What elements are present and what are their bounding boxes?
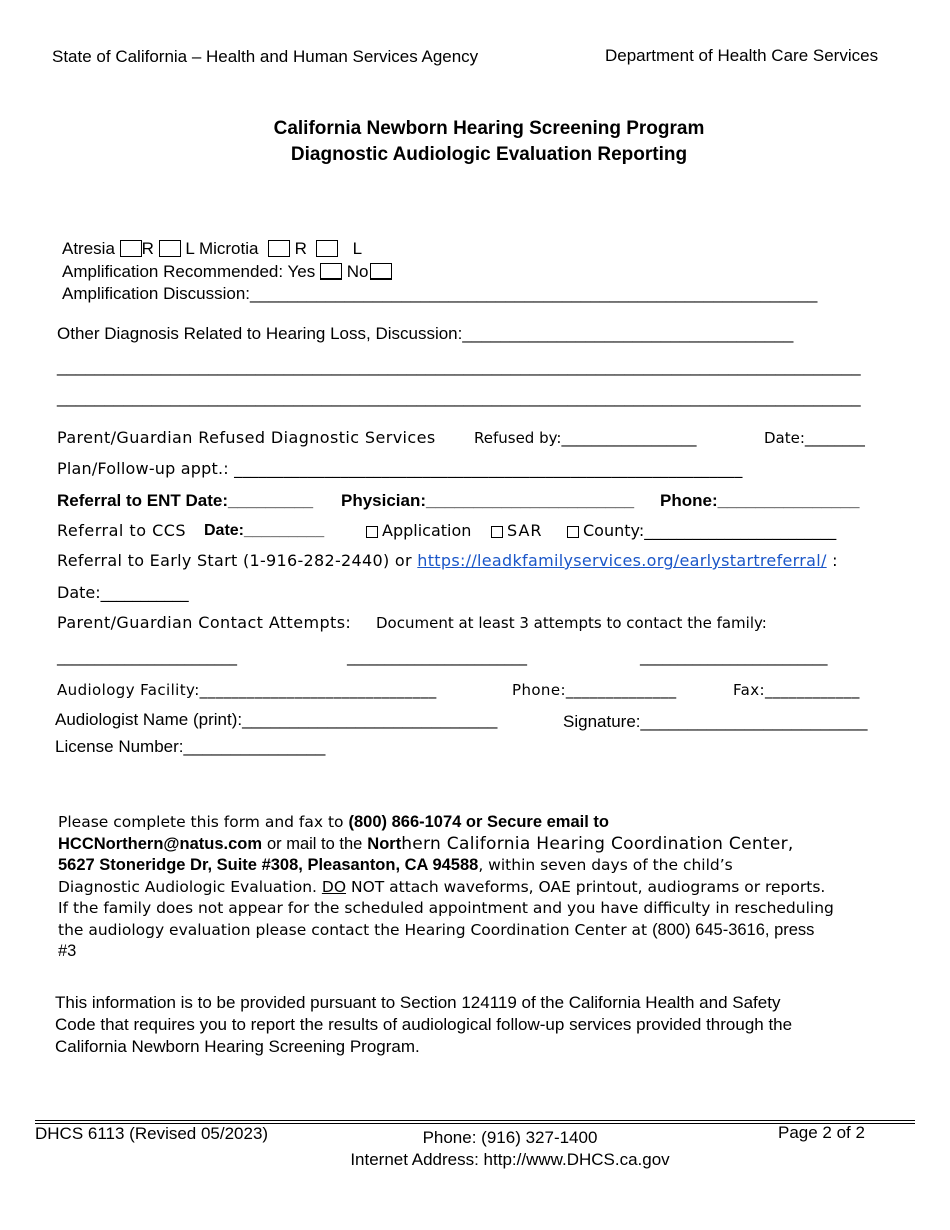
amplification-no-label: No	[346, 262, 369, 281]
ccs-application-label: Application	[382, 521, 472, 540]
audiology-facility-field[interactable]: Audiology Facility:______________________________	[57, 681, 437, 699]
legal-notice-line-1: This information is to be provided pursuant to Section 124119 of the California Health and Safety	[55, 993, 781, 1012]
amplification-recommended-label: Amplification Recommended: Yes	[62, 262, 316, 281]
instructions-text-5: Diagnostic Audiologic Evaluation.	[58, 877, 317, 896]
ent-physician-field[interactable]: Physician:______________________	[341, 491, 635, 510]
contact-attempts-note: Document at least 3 attempts to contact the family:	[376, 614, 767, 632]
legal-notice-line-2: Code that requires you to report the results of audiological follow-up services provided through the	[55, 1015, 793, 1034]
microtia-l-checkbox[interactable]	[316, 240, 338, 257]
atresia-l-checkbox[interactable]	[159, 240, 181, 257]
refused-date-field[interactable]: Date:________	[764, 429, 865, 447]
legal-notice	[55, 992, 925, 1058]
other-diagnosis-label: Other Diagnosis Related to Hearing Loss, Discussion:	[57, 324, 463, 343]
instructions-text-7: If the family does not appear for the scheduled appointment and you have difficulty in rescheduling	[58, 899, 834, 917]
refused-by-field[interactable]: Refused by:__________________	[474, 429, 697, 447]
plan-followup-field[interactable]: Plan/Follow-up appt.: ______________________________________________________________	[57, 459, 743, 478]
footer-internet-address: Internet Address: http://www.DHCS.ca.gov	[350, 1150, 670, 1169]
ccs-application-option[interactable]	[366, 521, 471, 540]
early-start-label: Referral to Early Start (1-916-282-2440) or	[57, 551, 412, 570]
contact-attempt-3-field[interactable]: _________________________	[640, 648, 828, 666]
form-id: DHCS 6113 (Revised 05/2023)	[35, 1124, 269, 1143]
microtia-r-checkbox[interactable]	[268, 240, 290, 257]
instructions-text-2: or mail to the	[266, 834, 363, 853]
amplification-no-checkbox[interactable]	[370, 263, 392, 280]
instructions-text-3: hern California Hearing Coordination Center,	[401, 833, 794, 854]
amplification-discussion-row	[62, 284, 817, 304]
ent-date-field[interactable]: Referral to ENT Date:_________	[57, 491, 314, 510]
instructions-fax: (800) 866-1074 or Secure email to	[348, 813, 609, 831]
early-start-row	[57, 551, 838, 570]
atresia-row	[62, 239, 362, 259]
ccs-label: Referral to CCS	[57, 521, 187, 540]
instructions-paragraph	[58, 812, 898, 963]
amplification-yes-checkbox[interactable]	[320, 263, 342, 280]
other-diagnosis-line-2[interactable]: _____________________________________________________________________________________	[57, 357, 861, 376]
other-diagnosis-line-3[interactable]: _____________________________________________________________________________________	[57, 388, 861, 407]
other-diagnosis-field[interactable]: ___________________________________	[462, 324, 794, 343]
amplification-discussion-field[interactable]: ____________________________________________________________	[250, 284, 818, 303]
page-number: Page 2 of 2	[778, 1123, 865, 1142]
agency-name: State of California – Health and Human Services Agency	[52, 47, 479, 66]
footer-rule-top	[35, 1120, 915, 1121]
instructions-phone: (800) 645-3616, press	[652, 920, 815, 939]
ccs-county-checkbox[interactable]	[567, 526, 579, 538]
amplification-discussion-label: Amplification Discussion:	[62, 284, 251, 303]
instructions-do: DO	[321, 877, 347, 896]
facility-fax-field[interactable]: Fax:____________	[733, 681, 860, 699]
amplification-recommended-row	[62, 262, 392, 282]
refused-services-label: Parent/Guardian Refused Diagnostic Services	[57, 428, 436, 447]
department-name: Department of Health Care Services	[605, 46, 879, 65]
atresia-r-label: R	[141, 239, 154, 258]
instructions-email: HCCNorthern@natus.com	[58, 834, 263, 853]
ccs-sar-label: SAR	[507, 521, 543, 540]
contact-attempt-2-field[interactable]: ________________________	[347, 648, 527, 666]
ccs-application-checkbox[interactable]	[366, 526, 378, 538]
ccs-county-field[interactable]: County:________________________	[583, 521, 837, 540]
form-title-line1: California Newborn Hearing Screening Program	[273, 118, 705, 139]
audiologist-signature-field[interactable]: Signature:________________________	[563, 712, 868, 731]
facility-phone-field[interactable]: Phone:______________	[512, 681, 677, 699]
ccs-county-option[interactable]	[567, 521, 836, 540]
other-diagnosis-row	[57, 324, 793, 344]
microtia-l-label: L	[352, 239, 363, 258]
ccs-sar-option[interactable]	[491, 521, 543, 540]
early-start-link[interactable]: https://leadkfamilyservices.org/earlystartreferral/	[417, 551, 827, 570]
ent-phone-field[interactable]: Phone:_______________	[660, 491, 860, 510]
early-start-date-field[interactable]: Date:___________	[57, 583, 189, 602]
instructions-north: Nort	[367, 834, 402, 853]
form-title-line2: Diagnostic Audiologic Evaluation Reporting	[290, 144, 688, 165]
early-start-colon: :	[832, 551, 838, 570]
microtia-r-label: R	[294, 239, 307, 258]
instructions-text-6: NOT attach waveforms, OAE printout, audiograms or reports.	[350, 877, 826, 896]
contact-attempt-1-field[interactable]: ________________________	[57, 648, 237, 666]
instructions-text-9: #3	[58, 942, 77, 960]
contact-attempts-label: Parent/Guardian Contact Attempts:	[57, 613, 352, 632]
instructions-text-4: , within seven days of the child’s	[478, 856, 733, 874]
legal-notice-line-3: California Newborn Hearing Screening Program.	[55, 1037, 420, 1056]
instructions-text-8: the audiology evaluation please contact the Hearing Coordination Center at	[58, 920, 648, 939]
microtia-label: L Microtia	[185, 239, 259, 258]
atresia-label: Atresia	[62, 239, 115, 258]
license-number-field[interactable]: License Number:_______________	[55, 737, 326, 756]
instructions-text-1: Please complete this form and fax to	[58, 813, 344, 831]
footer-phone: Phone: (916) 327-1400	[422, 1128, 598, 1147]
ccs-date-field[interactable]: Date:_________	[204, 522, 325, 539]
ccs-sar-checkbox[interactable]	[491, 526, 503, 538]
audiologist-name-field[interactable]: Audiologist Name (print):___________________________	[55, 710, 498, 729]
instructions-address: 5627 Stoneridge Dr, Suite #308, Pleasanton, CA 94588	[58, 856, 479, 874]
atresia-r-checkbox[interactable]	[120, 240, 142, 257]
